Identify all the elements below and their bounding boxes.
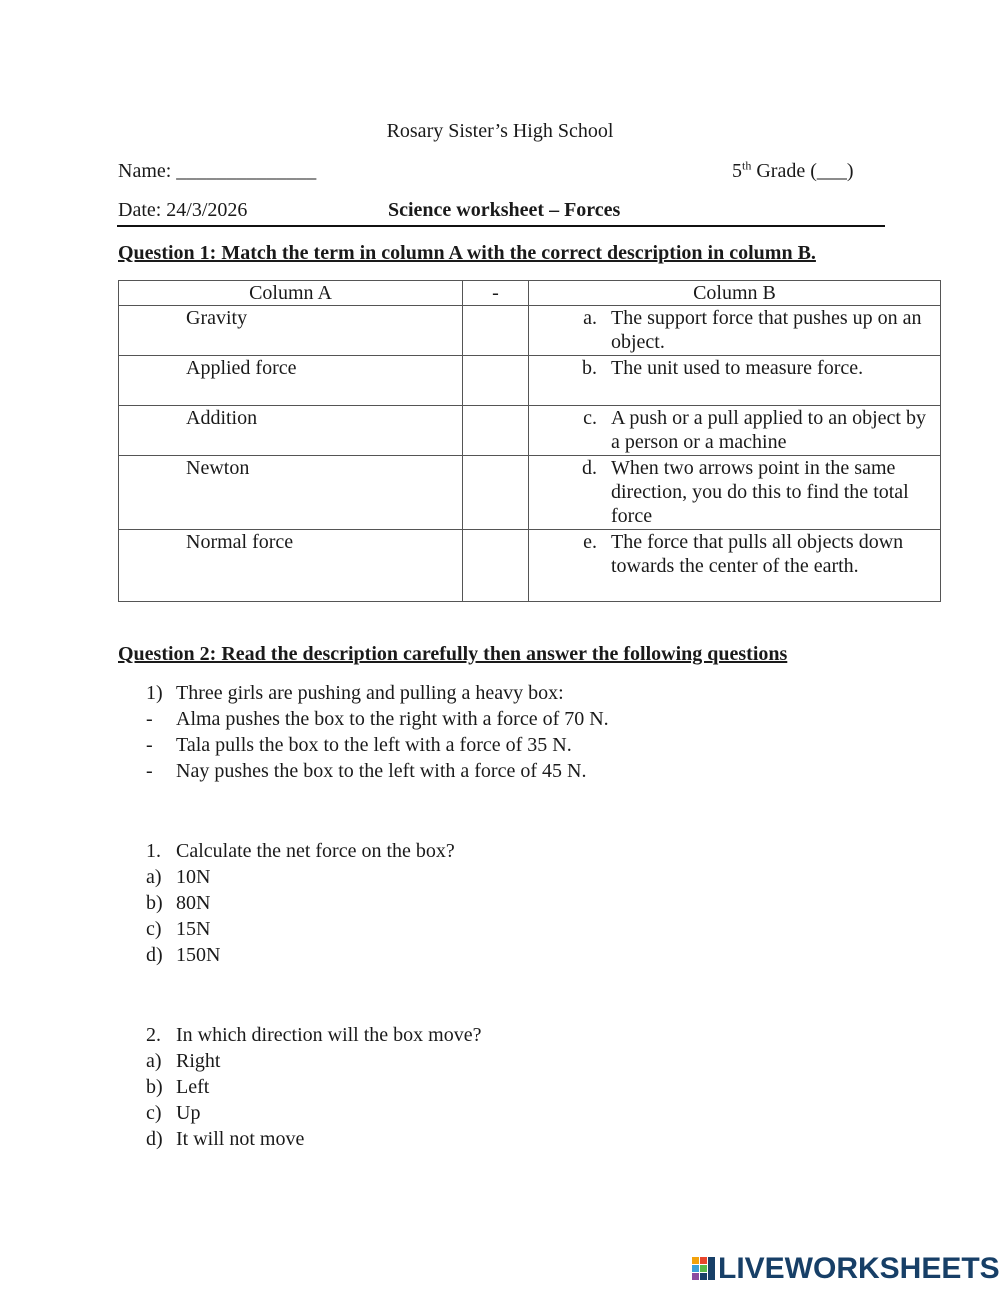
question-direction <box>146 1022 481 1048</box>
table-header-row <box>119 281 941 306</box>
answer-cell[interactable] <box>463 530 529 602</box>
grade-field <box>732 159 854 183</box>
option-text: Left <box>176 1076 210 1098</box>
option-text: Right <box>176 1050 221 1072</box>
liveworksheets-logo <box>692 1252 1000 1286</box>
option-text: 150N <box>176 944 221 966</box>
option-marker: a) <box>146 1050 162 1072</box>
matching-table <box>118 280 941 602</box>
description-letter: d. <box>582 457 597 479</box>
list-marker: - <box>146 760 153 782</box>
date-label: Date: 24/3/2026 <box>118 199 248 221</box>
table-row <box>119 356 941 406</box>
table-row <box>119 406 941 456</box>
description-cell <box>529 406 941 456</box>
description-cell <box>529 306 941 356</box>
description-text: The force that pulls all objects down towards the center of the earth. <box>611 531 904 577</box>
header-divider <box>117 225 885 227</box>
school-name: Rosary Sister’s High School <box>386 120 614 142</box>
option-b[interactable] <box>146 1074 209 1100</box>
name-field-label: Name: ______________ <box>118 160 317 182</box>
table-row <box>119 530 941 602</box>
option-marker: d) <box>146 944 163 966</box>
option-d[interactable] <box>146 942 220 968</box>
option-marker: d) <box>146 1128 163 1150</box>
scenario-bullet <box>146 732 572 758</box>
table-row <box>119 456 941 530</box>
list-marker: - <box>146 708 153 730</box>
term-newton: Newton <box>119 456 463 530</box>
option-text: Up <box>176 1102 201 1124</box>
answer-cell[interactable] <box>463 456 529 530</box>
answer-cell[interactable] <box>463 306 529 356</box>
option-text: 15N <box>176 918 211 940</box>
scenario-intro <box>146 680 564 706</box>
description-text: The unit used to measure force. <box>611 357 864 379</box>
option-text: It will not move <box>176 1128 305 1150</box>
question-text: In which direction will the box move? <box>176 1024 482 1046</box>
term-addition: Addition <box>119 406 463 456</box>
worksheet-title: Science worksheet – Forces <box>388 199 621 221</box>
description-cell <box>529 456 941 530</box>
option-text: 10N <box>176 866 211 888</box>
option-a[interactable] <box>146 864 210 890</box>
list-marker: 1. <box>146 840 161 862</box>
column-mid-header: - <box>463 281 529 306</box>
description-cell <box>529 530 941 602</box>
question1-heading: Question 1: Match the term in column A with the correct description in column B. <box>118 242 816 264</box>
option-text: 80N <box>176 892 211 914</box>
option-marker: b) <box>146 892 163 914</box>
question2-heading: Question 2: Read the description carefully then answer the following questions <box>118 643 788 665</box>
grade-suffix: th <box>742 158 752 173</box>
option-a[interactable] <box>146 1048 220 1074</box>
option-b[interactable] <box>146 890 210 916</box>
bullet-text: Nay pushes the box to the left with a force of 45 N. <box>176 760 587 782</box>
option-marker: c) <box>146 918 162 940</box>
option-d[interactable] <box>146 1126 304 1152</box>
liveworksheets-logo-icon <box>692 1257 716 1281</box>
scenario-text: Three girls are pushing and pulling a heavy box: <box>176 682 564 704</box>
description-letter: e. <box>583 531 597 553</box>
description-letter: c. <box>583 407 597 429</box>
option-marker: a) <box>146 866 162 888</box>
option-c[interactable] <box>146 1100 200 1126</box>
liveworksheets-logo-text: LIVEWORKSHEETS <box>718 1252 1000 1285</box>
table-row <box>119 306 941 356</box>
term-normal-force: Normal force <box>119 530 463 602</box>
scenario-bullet <box>146 706 609 732</box>
list-marker: 2. <box>146 1024 161 1046</box>
bullet-text: Tala pulls the box to the left with a force of 35 N. <box>176 734 572 756</box>
grade-label: Grade (___) <box>751 160 854 182</box>
question-text: Calculate the net force on the box? <box>176 840 455 862</box>
option-marker: c) <box>146 1102 162 1124</box>
option-c[interactable] <box>146 916 210 942</box>
grade-number: 5 <box>732 160 742 182</box>
term-applied-force: Applied force <box>119 356 463 406</box>
description-letter: a. <box>583 307 597 329</box>
option-marker: b) <box>146 1076 163 1098</box>
answer-cell[interactable] <box>463 406 529 456</box>
description-letter: b. <box>582 357 597 379</box>
column-b-header: Column B <box>529 281 941 306</box>
answer-cell[interactable] <box>463 356 529 406</box>
term-gravity: Gravity <box>119 306 463 356</box>
description-text: A push or a pull applied to an object by a person or a machine <box>611 407 926 453</box>
scenario-bullet <box>146 758 586 784</box>
list-marker: - <box>146 734 153 756</box>
description-text: When two arrows point in the same direction, you do this to find the total force <box>611 457 909 527</box>
description-text: The support force that pushes up on an object. <box>611 307 922 353</box>
question-net-force <box>146 838 455 864</box>
column-a-header: Column A <box>119 281 463 306</box>
bullet-text: Alma pushes the box to the right with a force of 70 N. <box>176 708 609 730</box>
list-marker: 1) <box>146 682 163 704</box>
description-cell <box>529 356 941 406</box>
